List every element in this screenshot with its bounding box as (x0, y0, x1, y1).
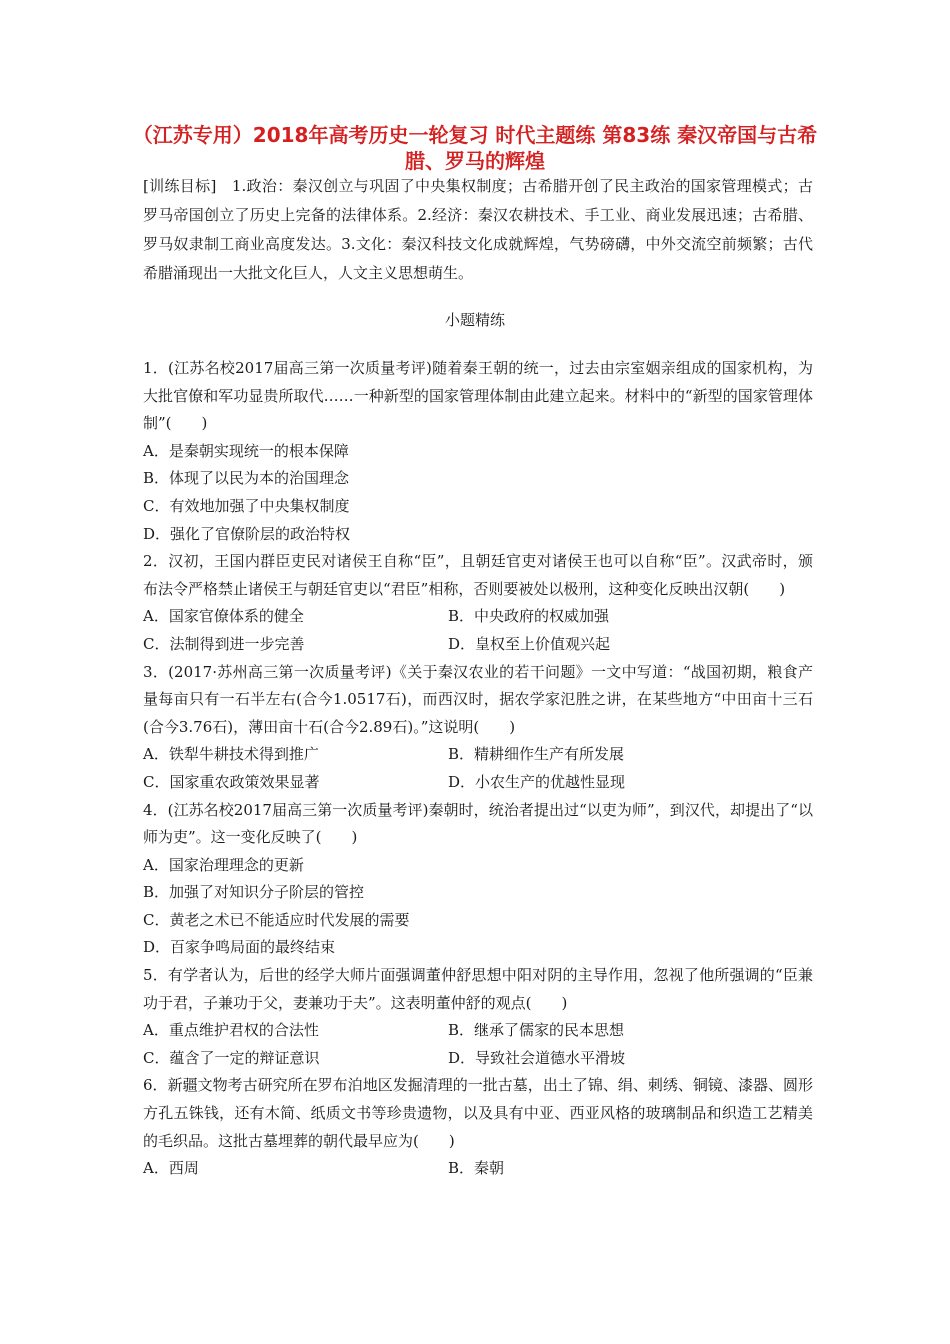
option-a: A．西周 (143, 1159, 199, 1178)
option-c: C．法制得到进一步完善 (143, 634, 305, 653)
option-a: A．国家官僚体系的健全 (143, 607, 304, 626)
document-title: （江苏专用）2018年高考历史一轮复习 时代主题练 第83练 秦汉帝国与古希腊、罗马的辉煌 (132, 123, 818, 173)
option-row (143, 769, 813, 797)
option-d: D．百家争鸣局面的最终结束 (143, 938, 336, 957)
option-row (143, 1155, 813, 1183)
question-4 (143, 797, 813, 963)
option-c: C．蕴含了一定的辩证意识 (143, 1048, 320, 1067)
option-b: B．秦朝 (448, 1159, 505, 1178)
question-list (143, 355, 813, 1183)
option-d: D．强化了官僚阶层的政治特权 (143, 524, 351, 543)
option-row (143, 631, 813, 659)
training-goal: [训练目标] 1.政治：秦汉创立与巩固了中央集权制度；古希腊开创了民主政治的国家管理模式；古罗马帝国创立了历史上完备的法律体系。2.经济：秦汉农耕技术、手工业、商业发展迅速；古希腊、罗马奴隶制工商业高度发达。3.文化：秦汉科技文化成就辉煌，气势磅礴，中外交流空前频繁；古代希腊涌现出一大批文化巨人，人文主义思想萌生。 (143, 177, 813, 282)
option-a: A．重点维护君权的合法性 (143, 1021, 319, 1040)
option-b: B．中央政府的权威加强 (448, 607, 610, 626)
question-stem: 1．(江苏名校2017届高三第一次质量考评)随着秦王朝的统一，过去由宗室姻亲组成的国家机构，为大批官僚和军功显贵所取代……一种新型的国家管理体制由此建立起来。材料中的“新型的国家管理体制”( ) (143, 359, 813, 433)
question-stem: 6．新疆文物考古研究所在罗布泊地区发掘清理的一批古墓，出土了锦、绢、刺绣、铜镜、漆器、圆形方孔五铢钱，还有木简、纸质文书等珍贵遗物，以及具有中亚、西亚风格的玻璃制品和织造工艺精美的毛织品。这批古墓埋葬的朝代最早应为( ) (143, 1076, 813, 1150)
question-5 (143, 962, 813, 1072)
option-d: D．导致社会道德水平滑坡 (448, 1048, 626, 1067)
option-c: C．有效地加强了中央集权制度 (143, 496, 350, 515)
question-2 (143, 548, 813, 658)
section-heading: 小题精练 (444, 311, 505, 329)
option-c: C．国家重农政策效果显著 (143, 772, 320, 791)
option-b: B．继承了儒家的民本思想 (448, 1021, 625, 1040)
option-c: C．黄老之术已不能适应时代发展的需要 (143, 910, 410, 929)
question-1 (143, 355, 813, 548)
question-stem: 2．汉初，王国内群臣吏民对诸侯王自称“臣”，且朝廷官吏对诸侯王也可以自称“臣”。汉武帝时，颁布法令严格禁止诸侯王与朝廷官吏以“君臣”相称，否则要被处以极刑，这种变化反映出汉朝( ) (143, 552, 813, 598)
question-6 (143, 1072, 813, 1182)
question-stem: 3．(2017·苏州高三第一次质量考评)《关于秦汉农业的若干问题》一文中写道：“战国初期，粮食产量每亩只有一石半左右(合今1.0517石)，而西汉时，据农学家氾胜之讲，在某些地方“中田亩十三石(合今3.76石)，薄田亩十石(合今2.89石)。”这说明( ) (143, 662, 813, 736)
option-row (143, 603, 813, 631)
option-row (143, 1017, 813, 1045)
option-row (143, 1045, 813, 1073)
option-a: A．铁犁牛耕技术得到推广 (143, 745, 319, 764)
option-d: D．小农生产的优越性显现 (448, 772, 626, 791)
option-a: A．是秦朝实现统一的根本保障 (143, 441, 349, 460)
question-3 (143, 659, 813, 797)
option-row (143, 741, 813, 769)
option-b: B．体现了以民为本的治国理念 (143, 469, 350, 488)
option-a: A．国家治理理念的更新 (143, 855, 304, 874)
question-stem: 4．(江苏名校2017届高三第一次质量考评)秦朝时，统治者提出过“以吏为师”，到汉代，却提出了“以师为吏”。这一变化反映了( ) (143, 800, 813, 847)
question-stem: 5．有学者认为，后世的经学大师片面强调董仲舒思想中阳对阴的主导作用，忽视了他所强调的“臣兼功于君，子兼功于父，妻兼功于夫”。这表明董仲舒的观点( ) (143, 966, 813, 1012)
option-b: B．精耕细作生产有所发展 (448, 745, 625, 764)
option-b: B．加强了对知识分子阶层的管控 (143, 883, 365, 902)
option-d: D．皇权至上价值观兴起 (448, 634, 611, 653)
